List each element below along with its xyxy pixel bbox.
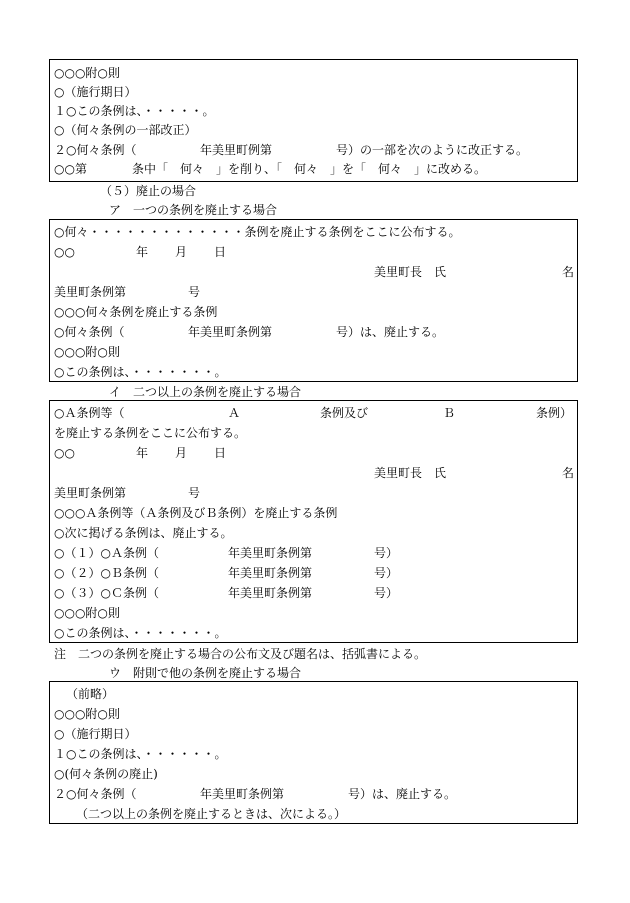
list-item-b-end: 号） [374, 566, 399, 580]
date-month: 月 [175, 446, 188, 460]
list-item-a: ○（１）○Ａ条例（ [54, 546, 159, 560]
ordinance-b-name: Ｂ [443, 406, 456, 420]
subsection-heading-multiple: イ 二つ以上の条例を廃止する場合 [109, 385, 302, 399]
list-item-c-number: 年美里町条例第 [228, 586, 313, 600]
ordinance-a-name: Ａ [228, 406, 241, 420]
supplementary-provision-heading: ○○○附○則 [54, 707, 120, 721]
supplementary-provision-heading: ○○○附○則 [54, 345, 120, 359]
list-item-c-end: 号） [374, 586, 399, 600]
abolition-clause-end: 号）は、廃止する。 [336, 325, 445, 339]
ordinance-number-suffix: 号 [188, 486, 201, 500]
supplementary-provision-heading: ○○○附○則 [54, 606, 120, 620]
omitted-preamble: （前略） [66, 687, 115, 701]
partial-amendment-heading: ○（何々条例の一部改正） [54, 123, 197, 137]
abolition-clause-end: 号）は、廃止する。 [348, 787, 457, 801]
supplementary-provision-heading: ○○○附○則 [54, 66, 120, 80]
date-year: 年 [136, 245, 149, 259]
abolition-intro: ○次に掲げる条例は、廃止する。 [54, 526, 233, 540]
ordinance-number-label: 美里町条例第 [54, 486, 127, 500]
abolition-clause-start: ○何々条例（ [54, 325, 125, 339]
date-year: 年 [136, 446, 149, 460]
article-clause-end: 条中「 何々 」を削り、「 何々 」を「 何々 」に改める。 [132, 162, 487, 176]
ordinance-and-label: 条例及び [320, 406, 369, 420]
enforcement-clause: ○この条例は、・・・・・・・。 [54, 365, 227, 379]
list-item-b-number: 年美里町条例第 [228, 566, 313, 580]
abolition-clause-start: ２○何々条例（ [54, 787, 137, 801]
date-month: 月 [175, 245, 188, 259]
list-item-a-end: 号） [374, 546, 399, 560]
enforcement-clause: １○この条例は、・・・・・・。 [54, 747, 227, 761]
subsection-heading-supplementary: ウ 附則で他の条例を廃止する場合 [109, 666, 302, 680]
note-text: 注 二つの条例を廃止する場合の公布文及び題名は、括弧書による。 [54, 647, 427, 661]
single-abolition-box [49, 219, 578, 382]
list-item-a-number: 年美里町条例第 [228, 546, 313, 560]
enforcement-date-heading: ○（施行期日） [54, 727, 137, 741]
ordinance-number-label: 美里町条例第 [54, 285, 127, 299]
amendment-clause-number: 年美里町例第 [200, 143, 273, 157]
abolition-clause-number: 年美里町条例第 [200, 787, 285, 801]
ordinance-close-label: 条例） [536, 406, 573, 420]
abolition-title: ○○○Ａ条例等（Ａ条例及びＢ条例）を廃止する条例 [54, 506, 338, 520]
promulgation-text-start: ○Ａ条例等（ [54, 406, 125, 420]
enforcement-clause: １○この条例は、・・・・・。 [54, 104, 215, 118]
mayor-name-label: 美里町長 氏 [374, 265, 447, 279]
promulgation-text: ○何々・・・・・・・・・・・・・条例を廃止する条例をここに公布する。 [54, 225, 461, 239]
amendment-clause-start: ２○何々条例（ [54, 143, 137, 157]
promulgation-text-end: を廃止する条例をここに公布する。 [54, 426, 247, 440]
multiple-abolition-note: （二つ以上の条例を廃止するときは、次による。） [76, 807, 347, 821]
mayor-name-label: 美里町長 氏 [374, 466, 447, 480]
abolition-heading: ○(何々条例の廃止) [54, 767, 158, 781]
mayor-name-suffix: 名 [562, 265, 575, 279]
date-era: ○○ [54, 245, 75, 259]
amendment-clause-end: 号）の一部を次のように改正する。 [336, 143, 529, 157]
date-day: 日 [214, 245, 227, 259]
enforcement-date-heading: ○（施行期日） [54, 85, 137, 99]
date-day: 日 [214, 446, 227, 460]
abolition-title: ○○○何々条例を廃止する条例 [54, 305, 218, 319]
subsection-heading-single: ア 一つの条例を廃止する場合 [109, 203, 278, 217]
mayor-name-suffix: 名 [562, 466, 575, 480]
enforcement-clause: ○この条例は、・・・・・・・。 [54, 626, 227, 640]
abolition-clause-number: 年美里町条例第 [188, 325, 273, 339]
list-item-b: ○（２）○Ｂ条例（ [54, 566, 159, 580]
date-era: ○○ [54, 446, 75, 460]
ordinance-number-suffix: 号 [188, 285, 201, 299]
section-heading-abolition: （５）廃止の場合 [100, 184, 197, 198]
list-item-c: ○（３）○Ｃ条例（ [54, 586, 159, 600]
article-clause-start: ○○第 [54, 162, 87, 176]
